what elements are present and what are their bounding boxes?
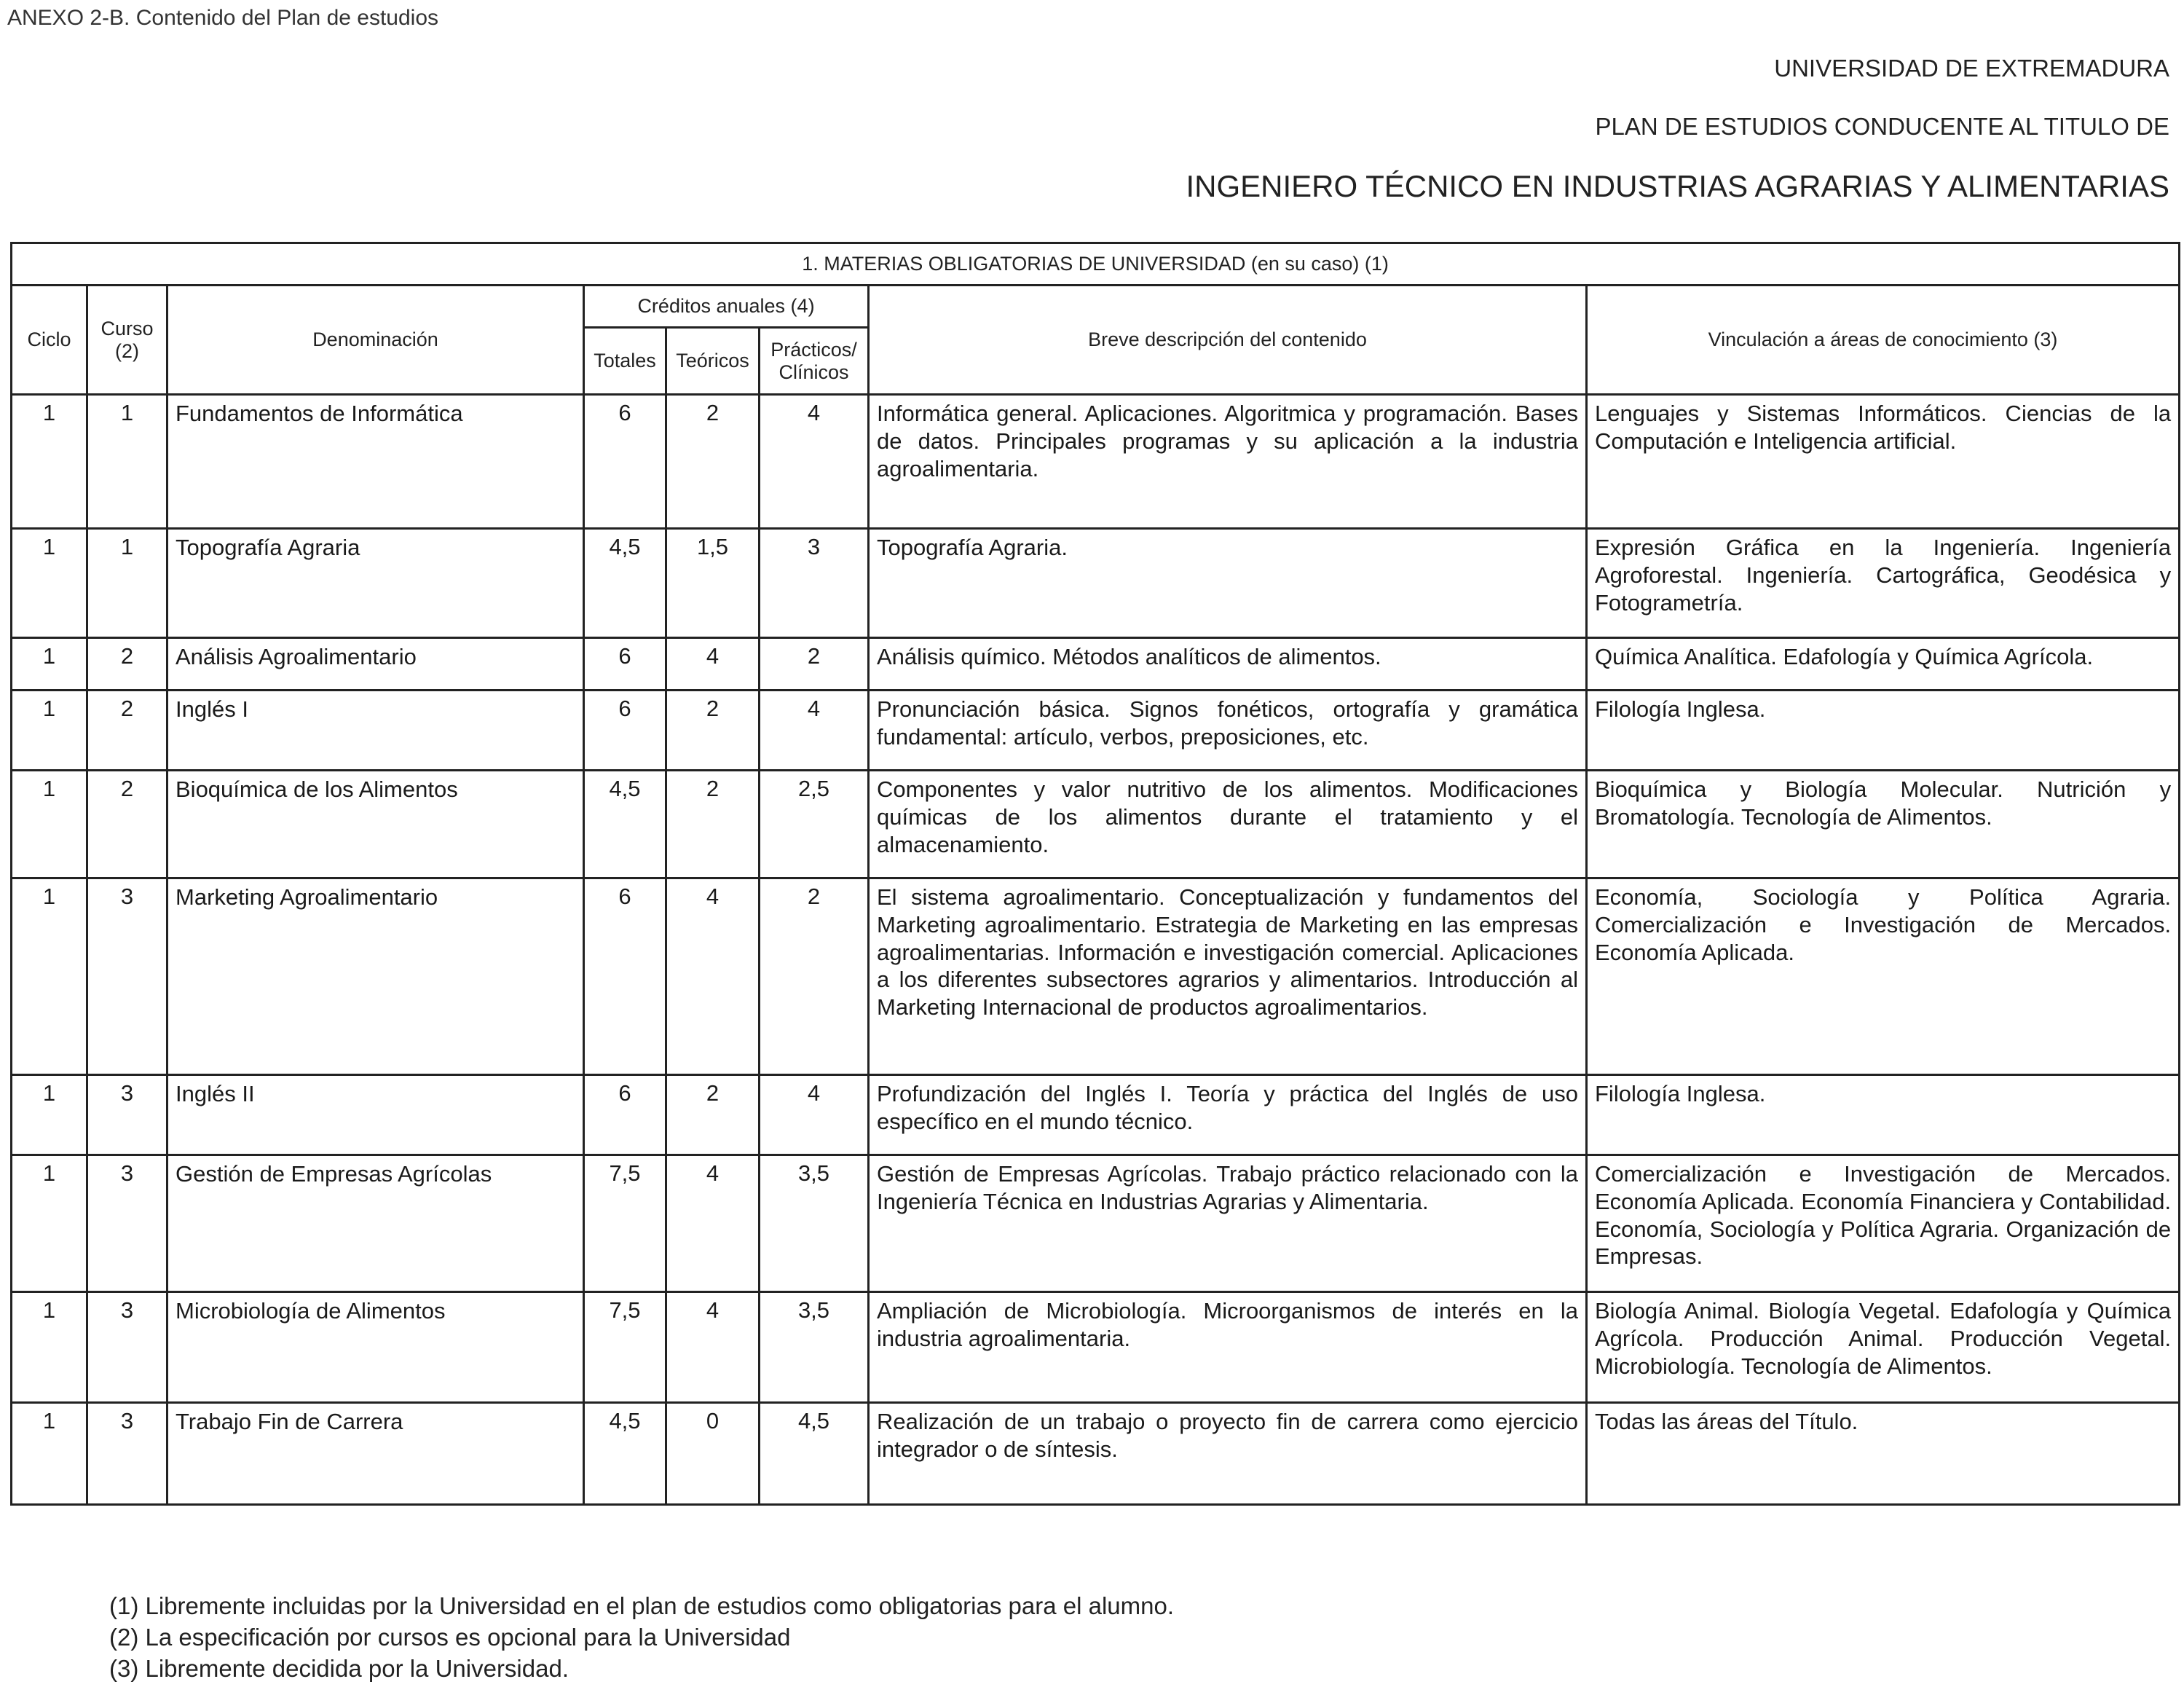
- header-clinicos-label: Clínicos: [778, 361, 849, 383]
- header-curso: [87, 286, 167, 395]
- header-creditos: Créditos anuales (4): [584, 286, 869, 328]
- cell-descripcion: Ampliación de Microbiología. Microorganismos de interés en la industria agroalimentaria.: [869, 1292, 1587, 1403]
- cell-teoricos: 2: [666, 771, 760, 878]
- cell-ciclo: 1: [12, 1292, 87, 1403]
- cell-practicos: 4,5: [760, 1403, 869, 1505]
- cell-teoricos: 2: [666, 1075, 760, 1155]
- cell-ciclo: 1: [12, 1403, 87, 1505]
- cell-curso: 1: [87, 395, 167, 529]
- cell-vinculacion: Comercialización e Investigación de Mercados. Economía Aplicada. Economía Financiera y Contabilidad. Economía, Sociología y Política Agraria. Organización de Empresas.: [1587, 1155, 2180, 1292]
- table-row: [12, 1292, 2180, 1403]
- cell-totales: 6: [584, 638, 666, 691]
- cell-descripcion: Topografía Agraria.: [869, 529, 1587, 638]
- cell-totales: 6: [584, 878, 666, 1075]
- cell-practicos: 2: [760, 878, 869, 1075]
- cell-teoricos: 4: [666, 638, 760, 691]
- header-teoricos: Teóricos: [666, 328, 760, 395]
- header-totales: Totales: [584, 328, 666, 395]
- footnote: (2) La especificación por cursos es opcional para la Universidad: [109, 1624, 791, 1651]
- cell-vinculacion: Lenguajes y Sistemas Informáticos. Ciencias de la Computación e Inteligencia artificial.: [1587, 395, 2180, 529]
- cell-denominacion: Bioquímica de los Alimentos: [167, 771, 584, 878]
- cell-curso: 3: [87, 1292, 167, 1403]
- cell-denominacion: Microbiología de Alimentos: [167, 1292, 584, 1403]
- header-curso-label: Curso: [100, 317, 154, 339]
- cell-ciclo: 1: [12, 1075, 87, 1155]
- cell-vinculacion: Filología Inglesa.: [1587, 1075, 2180, 1155]
- cell-teoricos: 4: [666, 1292, 760, 1403]
- cell-vinculacion: Química Analítica. Edafología y Química Agrícola.: [1587, 638, 2180, 691]
- cell-descripcion: Informática general. Aplicaciones. Algoritmica y programación. Bases de datos. Principales programas y su aplicación a la industria agroalimentaria.: [869, 395, 1587, 529]
- cell-descripcion: El sistema agroalimentario. Conceptualización y fundamentos del Marketing agroalimentario. Estrategia de Marketing en las empresas agroalimentarias. Información e investigación comercial. Aplicaciones a los diferentes subsectores agrarios y alimentarios. Introducción al Marketing Internacional de productos agroalimentarios.: [869, 878, 1587, 1075]
- cell-denominacion: Marketing Agroalimentario: [167, 878, 584, 1075]
- cell-practicos: 4: [760, 395, 869, 529]
- cell-denominacion: Trabajo Fin de Carrera: [167, 1403, 584, 1505]
- table-row: [12, 1155, 2180, 1292]
- table-row: [12, 1075, 2180, 1155]
- cell-curso: 3: [87, 1155, 167, 1292]
- section-title: 1. MATERIAS OBLIGATORIAS DE UNIVERSIDAD (en su caso) (1): [12, 243, 2180, 286]
- cell-descripcion: Pronunciación básica. Signos fonéticos, ortografía y gramática fundamental: artículo, verbos, preposiciones, etc.: [869, 691, 1587, 771]
- cell-totales: 6: [584, 691, 666, 771]
- cell-curso: 3: [87, 1075, 167, 1155]
- cell-practicos: 3: [760, 529, 869, 638]
- plan-title: PLAN DE ESTUDIOS CONDUCENTE AL TITULO DE: [1595, 113, 2169, 140]
- table-row: [12, 878, 2180, 1075]
- cell-curso: 2: [87, 691, 167, 771]
- cell-curso: 1: [87, 529, 167, 638]
- header-practicos-label: Prácticos/: [770, 338, 857, 361]
- cell-teoricos: 4: [666, 878, 760, 1075]
- header-vinculacion: Vinculación a áreas de conocimiento (3): [1587, 286, 2180, 395]
- cell-ciclo: 1: [12, 878, 87, 1075]
- header-curso-note: (2): [115, 339, 139, 362]
- cell-totales: 4,5: [584, 1403, 666, 1505]
- cell-totales: 6: [584, 395, 666, 529]
- cell-totales: 4,5: [584, 529, 666, 638]
- cell-curso: 2: [87, 638, 167, 691]
- annex-label: ANEXO 2-B. Contenido del Plan de estudios: [7, 6, 439, 30]
- cell-descripcion: Gestión de Empresas Agrícolas. Trabajo práctico relacionado con la Ingeniería Técnica en Industrias Agrarias y Alimentaria.: [869, 1155, 1587, 1292]
- cell-practicos: 2,5: [760, 771, 869, 878]
- cell-ciclo: 1: [12, 771, 87, 878]
- cell-ciclo: 1: [12, 1155, 87, 1292]
- table-row: [12, 771, 2180, 878]
- cell-curso: 3: [87, 1403, 167, 1505]
- cell-vinculacion: Economía, Sociología y Política Agraria. Comercialización e Investigación de Mercados. Economía Aplicada.: [1587, 878, 2180, 1075]
- cell-ciclo: 1: [12, 638, 87, 691]
- cell-denominacion: Inglés II: [167, 1075, 584, 1155]
- cell-totales: 7,5: [584, 1155, 666, 1292]
- cell-vinculacion: Todas las áreas del Título.: [1587, 1403, 2180, 1505]
- cell-curso: 2: [87, 771, 167, 878]
- cell-ciclo: 1: [12, 691, 87, 771]
- cell-teoricos: 2: [666, 691, 760, 771]
- cell-denominacion: Análisis Agroalimentario: [167, 638, 584, 691]
- header-denominacion: Denominación: [167, 286, 584, 395]
- cell-denominacion: Inglés I: [167, 691, 584, 771]
- cell-totales: 7,5: [584, 1292, 666, 1403]
- cell-curso: 3: [87, 878, 167, 1075]
- table-row: [12, 638, 2180, 691]
- cell-descripcion: Análisis químico. Métodos analíticos de alimentos.: [869, 638, 1587, 691]
- table-row: [12, 395, 2180, 529]
- cell-descripcion: Profundización del Inglés I. Teoría y práctica del Inglés de uso específico en el mundo técnico.: [869, 1075, 1587, 1155]
- cell-denominacion: Topografía Agraria: [167, 529, 584, 638]
- cell-practicos: 3,5: [760, 1155, 869, 1292]
- cell-totales: 4,5: [584, 771, 666, 878]
- cell-denominacion: Gestión de Empresas Agrícolas: [167, 1155, 584, 1292]
- cell-teoricos: 0: [666, 1403, 760, 1505]
- cell-descripcion: Realización de un trabajo o proyecto fin de carrera como ejercicio integrador o de síntesis.: [869, 1403, 1587, 1505]
- cell-vinculacion: Filología Inglesa.: [1587, 691, 2180, 771]
- cell-ciclo: 1: [12, 529, 87, 638]
- cell-totales: 6: [584, 1075, 666, 1155]
- cell-vinculacion: Expresión Gráfica en la Ingeniería. Ingeniería Agroforestal. Ingeniería. Cartográfica, Geodésica y Fotogrametría.: [1587, 529, 2180, 638]
- degree-title: INGENIERO TÉCNICO EN INDUSTRIAS AGRARIAS Y ALIMENTARIAS: [1186, 169, 2169, 203]
- header-descripcion: Breve descripción del contenido: [869, 286, 1587, 395]
- cell-teoricos: 4: [666, 1155, 760, 1292]
- table-row: [12, 691, 2180, 771]
- table-row: [12, 529, 2180, 638]
- footnote: (3) Libremente decidida por la Universidad.: [109, 1655, 569, 1682]
- cell-vinculacion: Biología Animal. Biología Vegetal. Edafología y Química Agrícola. Producción Animal. Producción Vegetal. Microbiología. Tecnología de Alimentos.: [1587, 1292, 2180, 1403]
- cell-denominacion: Fundamentos de Informática: [167, 395, 584, 529]
- footnote: (1) Libremente incluidas por la Universidad en el plan de estudios como obligatorias para el alumno.: [109, 1592, 1174, 1619]
- cell-practicos: 3,5: [760, 1292, 869, 1403]
- table-row: [12, 1403, 2180, 1505]
- footnotes: [109, 1590, 1174, 1684]
- cell-teoricos: 2: [666, 395, 760, 529]
- curriculum-table: [10, 242, 2180, 1506]
- cell-ciclo: 1: [12, 395, 87, 529]
- university-name: UNIVERSIDAD DE EXTREMADURA: [1774, 55, 2169, 82]
- header-ciclo: Ciclo: [12, 286, 87, 395]
- cell-vinculacion: Bioquímica y Biología Molecular. Nutrición y Bromatología. Tecnología de Alimentos.: [1587, 771, 2180, 878]
- cell-practicos: 4: [760, 1075, 869, 1155]
- cell-teoricos: 1,5: [666, 529, 760, 638]
- cell-practicos: 4: [760, 691, 869, 771]
- header-practicos: [760, 328, 869, 395]
- cell-descripcion: Componentes y valor nutritivo de los alimentos. Modificaciones químicas de los alimentos durante el tratamiento y el almacenamiento.: [869, 771, 1587, 878]
- cell-practicos: 2: [760, 638, 869, 691]
